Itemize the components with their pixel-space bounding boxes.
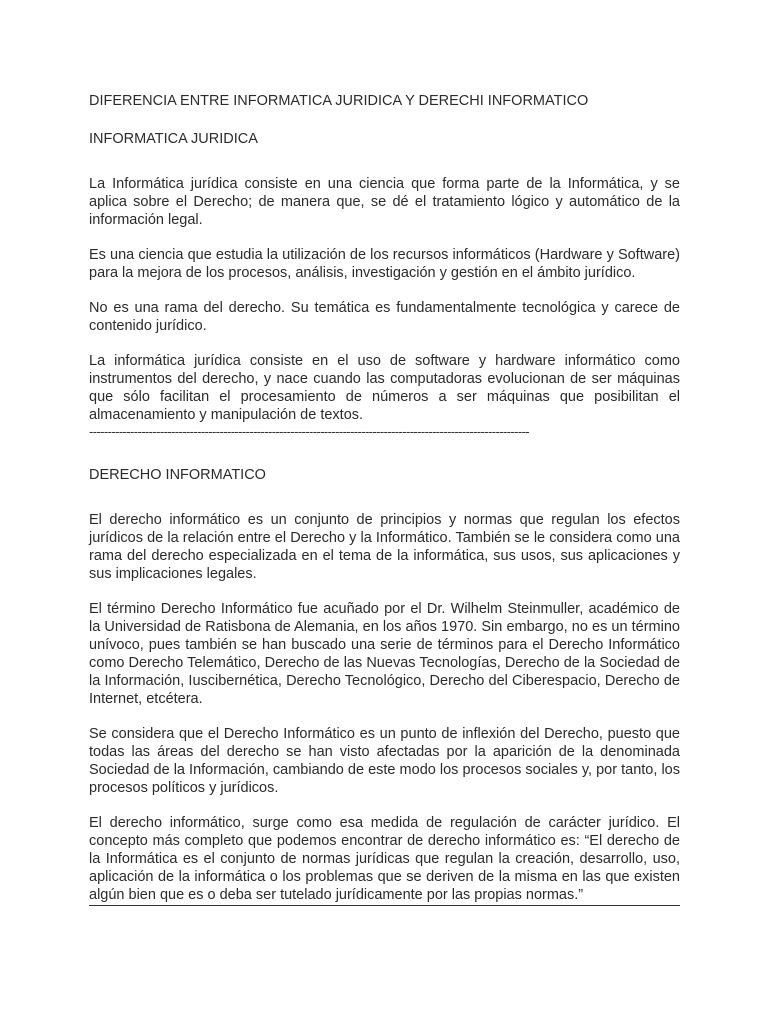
paragraph: El derecho informático es un conjunto de principios y normas que regulan los efectos jurídicos de la relación entre el Derecho y la Informático. También se le considera como una rama del derecho especializada en el tema de la informática, sus usos, sus aplicaciones y sus implicaciones legales. — [89, 512, 680, 582]
paragraph: El derecho informático, surge como esa medida de regulación de carácter jurídico. El concepto más completo que podemos encontrar de derecho informático es: “El derecho de la Informática es el conjunto de normas jurídicas que regulan la creación, desarrollo, uso, aplicación de la informática o los problemas que se deriven de la misma en las que existen algún bien que es o deba ser tutelado jurídicamente por las propias normas.” — [89, 815, 680, 903]
paragraph: Se considera que el Derecho Informático es un punto de inflexión del Derecho, puesto que todas las áreas del derecho se han visto afectadas por la aparición de la denominada Sociedad de la Información, cambiando de este modo los procesos sociales y, por tanto, los procesos políticos y jurídicos. — [89, 726, 680, 796]
section-heading-informatica-juridica: INFORMATICA JURIDICA — [89, 131, 258, 147]
end-rule — [89, 905, 680, 906]
document-title: DIFERENCIA ENTRE INFORMATICA JURIDICA Y DERECHI INFORMATICO — [89, 93, 589, 109]
paragraph: No es una rama del derecho. Su temática es fundamentalmente tecnológica y carece de contenido jurídico. — [89, 300, 680, 334]
dashed-separator: ---------------------------------------------------------------------------------------------------------------------- — [89, 424, 530, 439]
document-page — [89, 92, 680, 906]
paragraph: La informática jurídica consiste en el uso de software y hardware informático como instrumentos del derecho, y nace cuando las computadoras evolucionan de ser máquinas que sólo facilitan el procesamiento de números a ser máquinas que posibilitan el almacenamiento y manipulación de textos. — [89, 353, 680, 423]
section-heading-derecho-informatico: DERECHO INFORMATICO — [89, 467, 266, 483]
paragraph: La Informática jurídica consiste en una ciencia que forma parte de la Informática, y se aplica sobre el Derecho; de manera que, se dé el tratamiento lógico y automático de la información legal. — [89, 176, 680, 228]
paragraph: Es una ciencia que estudia la utilización de los recursos informáticos (Hardware y Software) para la mejora de los procesos, análisis, investigación y gestión en el ámbito jurídico. — [89, 247, 680, 281]
paragraph: El término Derecho Informático fue acuñado por el Dr. Wilhelm Steinmuller, académico de la Universidad de Ratisbona de Alemania, en los años 1970. Sin embargo, no es un término unívoco, pues también se han buscado una serie de términos para el Derecho Informático como Derecho Telemático, Derecho de las Nuevas Tecnologías, Derecho de la Sociedad de la Información, Iuscibernética, Derecho Tecnológico, Derecho del Ciberespacio, Derecho de Internet, etcétera. — [89, 601, 680, 707]
